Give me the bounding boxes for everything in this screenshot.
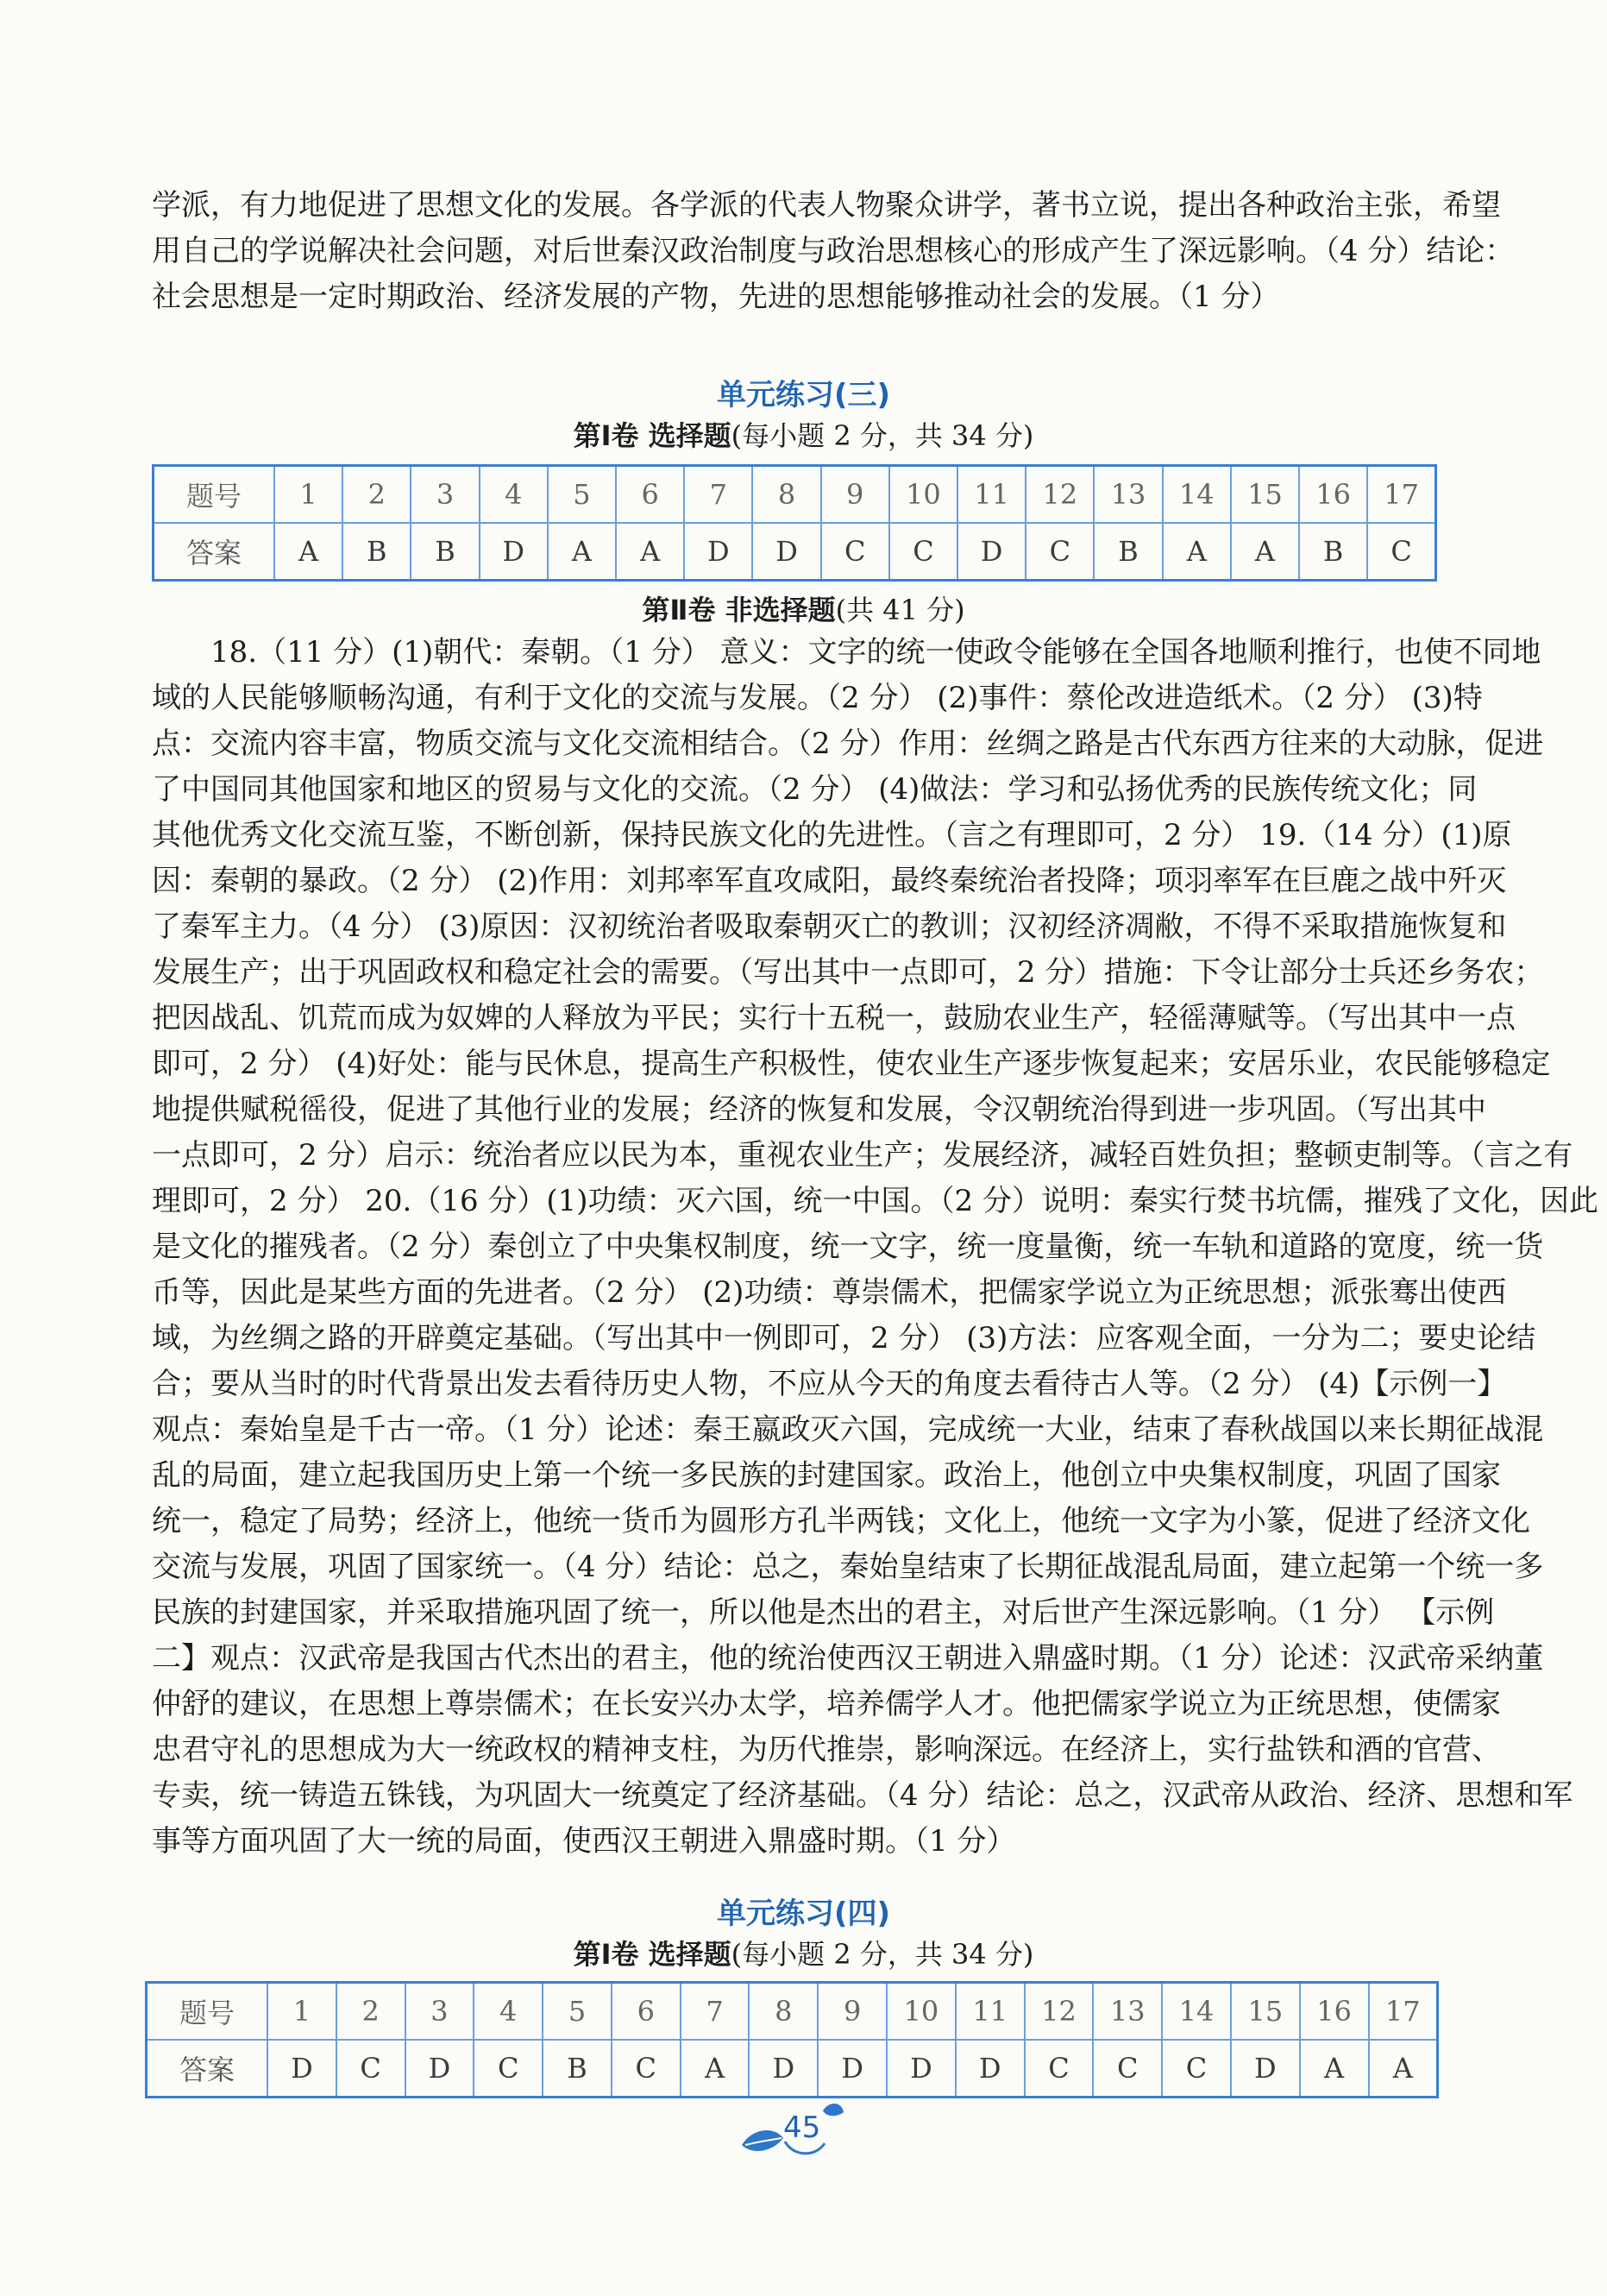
text-line: 交流与发展，巩固了国家统一。（4 分）结论：总之，秦始皇结束了长期征战混乱局面，建立起第一个统一多 [152,1550,1544,1584]
table-cell: D [957,523,1026,581]
part2-label: 第Ⅱ卷 非选择题 [642,594,836,626]
table-cell: D [752,523,820,581]
text-line: 域的人民能够顺畅沟通，有利于文化的交流与发展。（2 分） (2)事件：蔡伦改进造纸术。（2 分） (3)特 [152,681,1483,715]
unit4-part1-title [0,1933,1607,1972]
part1-label: 第Ⅰ卷 选择题 [573,1938,731,1971]
table-cell: C [1367,523,1435,581]
table-cell: A [1163,523,1231,581]
table-cell: C [821,523,889,581]
part2-note: (共 41 分) [835,594,965,626]
table-cell: D [749,2040,818,2098]
text-line: 社会思想是一定时期政治、经济发展的产物，先进的思想能够推动社会的发展。（1 分） [152,280,1280,314]
unit3-answers-text [152,630,1598,1865]
table-cell: D [405,2040,474,2098]
text-line: 地提供赋税徭役，促进了其他行业的发展；经济的恢复和发展，令汉朝统治得到进一步巩固。（写出其中 [152,1092,1486,1127]
table-cell: 11 [956,1983,1025,2041]
text-line: 理即可，2 分） 20.（16 分）(1)功绩：灭六国，统一中国。（2 分）说明：秦实行焚书坑儒，摧残了文化，因此 [152,1184,1598,1218]
table-cell: B [1299,523,1367,581]
table-cell: 13 [1093,1983,1162,2041]
table-cell: A [1300,2040,1369,2098]
text-line: 点：交流内容丰富，物质交流与文化交流相结合。（2 分）作用：丝绸之路是古代东西方往来的大动脉，促进 [152,727,1544,761]
table-cell: 14 [1163,466,1231,524]
text-line: 乱的局面，建立起我国历史上第一个统一多民族的封建国家。政治上，他创立中央集权制度，巩固了国家 [152,1458,1501,1493]
unit3-answer-table [152,464,1437,582]
table-cell: 5 [548,466,616,524]
table-cell: A [274,523,342,581]
table-cell: 8 [752,466,820,524]
table-cell: C [474,2040,543,2098]
text-line: 观点：秦始皇是千古一帝。（1 分）论述：秦王嬴政灭六国，完成统一大业，结束了春秋战国以来长期征战混 [152,1412,1544,1447]
table-cell: D [956,2040,1025,2098]
table-cell: 9 [818,1983,887,2041]
table-cell: 16 [1299,466,1367,524]
text-line: 统一，稳定了局势；经济上，他统一货币为圆形方孔半两钱；文化上，他统一文字为小篆，促进了经济文化 [152,1504,1530,1538]
table-cell: B [342,523,411,581]
table-cell: 12 [1025,1983,1094,2041]
text-line: 把因战乱、饥荒而成为奴婢的人释放为平民；实行十五税一，鼓励农业生产，轻徭薄赋等。（写出其中一点 [152,1001,1516,1035]
table-cell: 3 [405,1983,474,2041]
text-line: 是文化的摧残者。（2 分）秦创立了中央集权制度，统一文字，统一度量衡，统一车轨和道路的宽度，统一货 [152,1230,1544,1264]
table-cell: D [267,2040,336,2098]
table-cell: 4 [480,466,548,524]
table-cell: 1 [274,466,342,524]
text-line: 了秦军主力。（4 分） (3)原因：汉初统治者吸取秦朝灭亡的教训；汉初经济凋敝，不得不采取措施恢复和 [152,909,1507,944]
question-number-header: 题号 [154,466,275,524]
part1-label: 第Ⅰ卷 选择题 [573,419,731,452]
table-cell: C [1026,523,1094,581]
table-cell: 11 [957,466,1026,524]
unit4-answer-table [145,1981,1439,2098]
table-cell: D [684,523,752,581]
answer-header: 答案 [154,523,275,581]
table-cell: C [612,2040,681,2098]
table-cell: C [336,2040,405,2098]
table-cell: 9 [821,466,889,524]
text-line: 域，为丝绸之路的开辟奠定基础。（写出其中一例即可，2 分） (3)方法：应客观全面，一分为二；要史论结 [152,1321,1536,1356]
table-cell: 7 [681,1983,750,2041]
table-cell: C [1025,2040,1094,2098]
table-cell: 8 [749,1983,818,2041]
page-number-badge [733,2095,863,2164]
text-line: 专卖，统一铸造五铢钱，为巩固大一统奠定了经济基础。（4 分）结论：总之，汉武帝从政治、经济、思想和军 [152,1778,1573,1813]
table-row [154,523,1436,581]
table-cell: 6 [612,1983,681,2041]
table-cell: 15 [1231,1983,1300,2041]
unit3-part1-title [0,414,1607,454]
table-cell: 2 [342,466,411,524]
table-cell: 5 [543,1983,612,2041]
top-paragraph [152,183,1515,320]
table-cell: A [681,2040,750,2098]
table-cell: 15 [1231,466,1299,524]
table-cell: D [887,2040,956,2098]
text-line: 事等方面巩固了大一统的局面，使西汉王朝进入鼎盛时期。（1 分） [152,1824,1016,1859]
table-cell: A [1231,523,1299,581]
text-line: 一点即可，2 分）启示：统治者应以民为本，重视农业生产；发展经济，减轻百姓负担；整顿吏制等。（言之有 [152,1138,1573,1173]
text-line: 学派，有力地促进了思想文化的发展。各学派的代表人物聚众讲学，著书立说，提出各种政治主张，希望 [152,188,1501,223]
part1-note: (每小题 2 分，共 34 分) [731,419,1034,452]
table-cell: A [1369,2040,1438,2098]
table-cell: 16 [1300,1983,1369,2041]
table-cell: C [889,523,957,581]
unit3-part2-title [0,588,1607,628]
part1-note: (每小题 2 分，共 34 分) [731,1938,1034,1971]
table-cell: B [411,523,479,581]
text-line: 二】观点：汉武帝是我国古代杰出的君主，他的统治使西汉王朝进入鼎盛时期。（1 分）论述：汉武帝采纳董 [152,1641,1544,1676]
table-cell: 4 [474,1983,543,2041]
text-line: 仲舒的建议，在思想上尊崇儒术；在长安兴办太学，培养儒学人才。他把儒家学说立为正统思想，使儒家 [152,1687,1501,1721]
text-line: 即可，2 分） (4)好处：能与民休息，提高生产积极性，使农业生产逐步恢复起来；安居乐业，农民能够稳定 [152,1047,1551,1081]
table-cell: 10 [887,1983,956,2041]
table-cell: 17 [1369,1983,1438,2041]
text-line: 发展生产；出于巩固政权和稳定社会的需要。（写出其中一点即可，2 分）措施：下令让部分士兵还乡务农； [152,955,1544,990]
table-cell: 14 [1162,1983,1231,2041]
table-cell: 6 [616,466,684,524]
text-line: 其他优秀文化交流互鉴，不断创新，保持民族文化的先进性。（言之有理即可，2 分） 19.（14 分）(1)原 [152,818,1512,852]
table-cell: A [548,523,616,581]
table-cell: C [1093,2040,1162,2098]
answer-header: 答案 [147,2040,268,2098]
table-cell: D [480,523,548,581]
text-line: 民族的封建国家，并采取措施巩固了统一，所以他是杰出的君主，对后世产生深远影响。（1 分） 【示例 [152,1595,1495,1630]
table-cell: B [543,2040,612,2098]
table-row [147,1983,1438,2041]
table-cell: 17 [1367,466,1435,524]
text-line: 因：秦朝的暴政。（2 分） (2)作用：刘邦率军直攻咸阳，最终秦统治者投降；项羽率军在巨鹿之战中歼灭 [152,864,1507,898]
text-line: 用自己的学说解决社会问题，对后世秦汉政治制度与政治思想核心的形成产生了深远影响。（4 分）结论： [152,234,1515,268]
table-cell: A [616,523,684,581]
table-cell: C [1162,2040,1231,2098]
table-cell: 1 [267,1983,336,2041]
table-row [154,466,1436,524]
text-line: 18.（11 分）(1)朝代：秦朝。（1 分） 意义：文字的统一使政令能够在全国各地顺利推行，也使不同地 [210,635,1541,670]
table-cell: 3 [411,466,479,524]
table-cell: D [818,2040,887,2098]
unit4-title: 单元练习(四) [716,1897,891,1931]
table-cell: 7 [684,466,752,524]
table-cell: D [1231,2040,1300,2098]
page-number: 45 [783,2110,821,2145]
table-cell: 12 [1026,466,1094,524]
table-cell: 10 [889,466,957,524]
table-cell: 2 [336,1983,405,2041]
text-line: 币等，因此是某些方面的先进者。（2 分） (2)功绩：尊崇儒术，把儒家学说立为正统思想；派张骞出使西 [152,1275,1507,1310]
table-cell: B [1094,523,1162,581]
text-line: 忠君守礼的思想成为大一统政权的精神支柱，为历代推崇，影响深远。在经济上，实行盐铁和酒的官营、 [152,1733,1501,1767]
unit3-title: 单元练习(三) [716,378,891,412]
table-cell: 13 [1094,466,1162,524]
table-row [147,2040,1438,2098]
text-line: 了中国同其他国家和地区的贸易与文化的交流。（2 分） (4)做法：学习和弘扬优秀的民族传统文化；同 [152,772,1478,807]
text-line: 合；要从当时的时代背景出发去看待历史人物，不应从今天的角度去看待古人等。（2 分） (4)【示例一】 [152,1367,1507,1401]
question-number-header: 题号 [147,1983,268,2041]
